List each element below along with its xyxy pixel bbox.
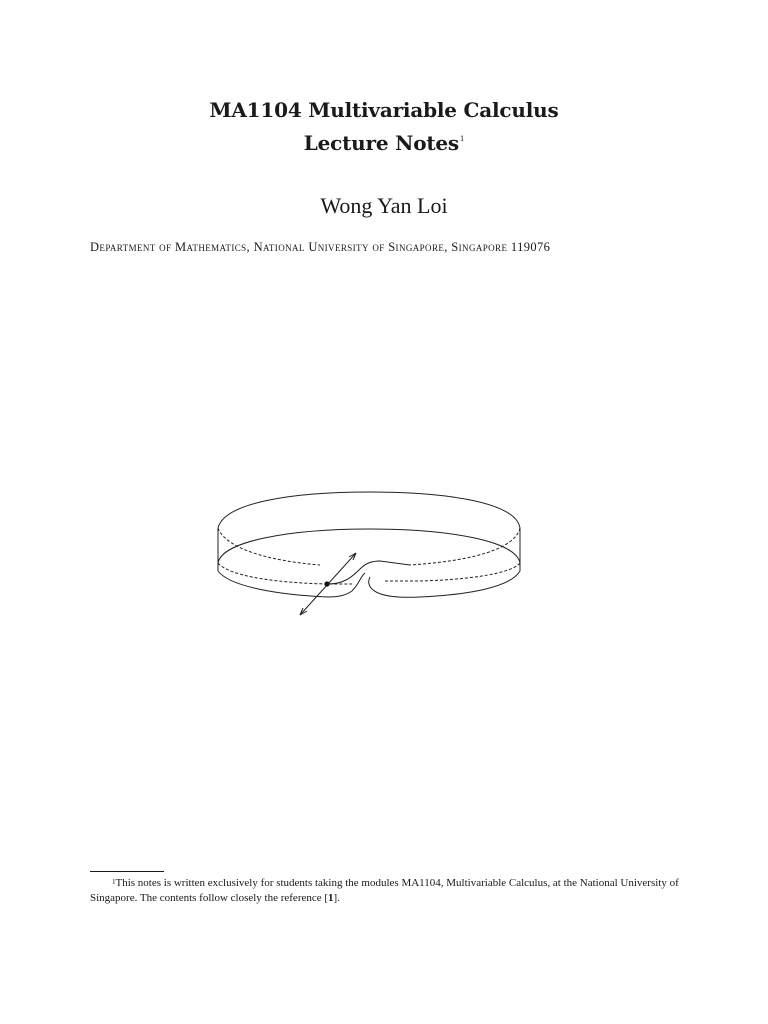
strip-hidden-top-edge <box>218 528 320 565</box>
strip-twist-c <box>369 577 372 589</box>
title-lecture-notes: Lecture Notes <box>303 131 459 155</box>
strip-twist-b <box>352 573 365 591</box>
footnote-rule <box>90 871 164 872</box>
affiliation: Department of Mathematics, National University of Singapore, Singapore 119076 <box>90 240 551 254</box>
title-line-2 <box>0 131 768 155</box>
footnote-mark: 1 <box>112 878 116 886</box>
footnote-reference: 1 <box>328 892 334 904</box>
footnote-text: This notes is written exclusively for students taking the modules MA1104, Multivariable Calculus, at the National University of Singapore. The contents follow closely the reference [ <box>90 877 679 904</box>
title-line-1: MA1104 Multivariable Calculus <box>209 98 559 122</box>
mobius-strip-figure <box>210 485 530 625</box>
strip-outer-top-edge <box>218 492 520 528</box>
title-footnote-mark: 1 <box>459 135 465 143</box>
footnote-text-end: ]. <box>333 892 340 904</box>
mobius-strip-icon <box>210 485 530 625</box>
strip-hidden-bottom-edge <box>218 563 352 584</box>
strip-hidden-bottom-edge-right <box>385 563 520 581</box>
author-name: Wong Yan Loi <box>320 193 448 218</box>
strip-front-lower-right <box>372 571 520 597</box>
footnote <box>90 876 680 906</box>
point-on-strip <box>324 581 329 586</box>
strip-inner-top-edge <box>218 529 520 563</box>
